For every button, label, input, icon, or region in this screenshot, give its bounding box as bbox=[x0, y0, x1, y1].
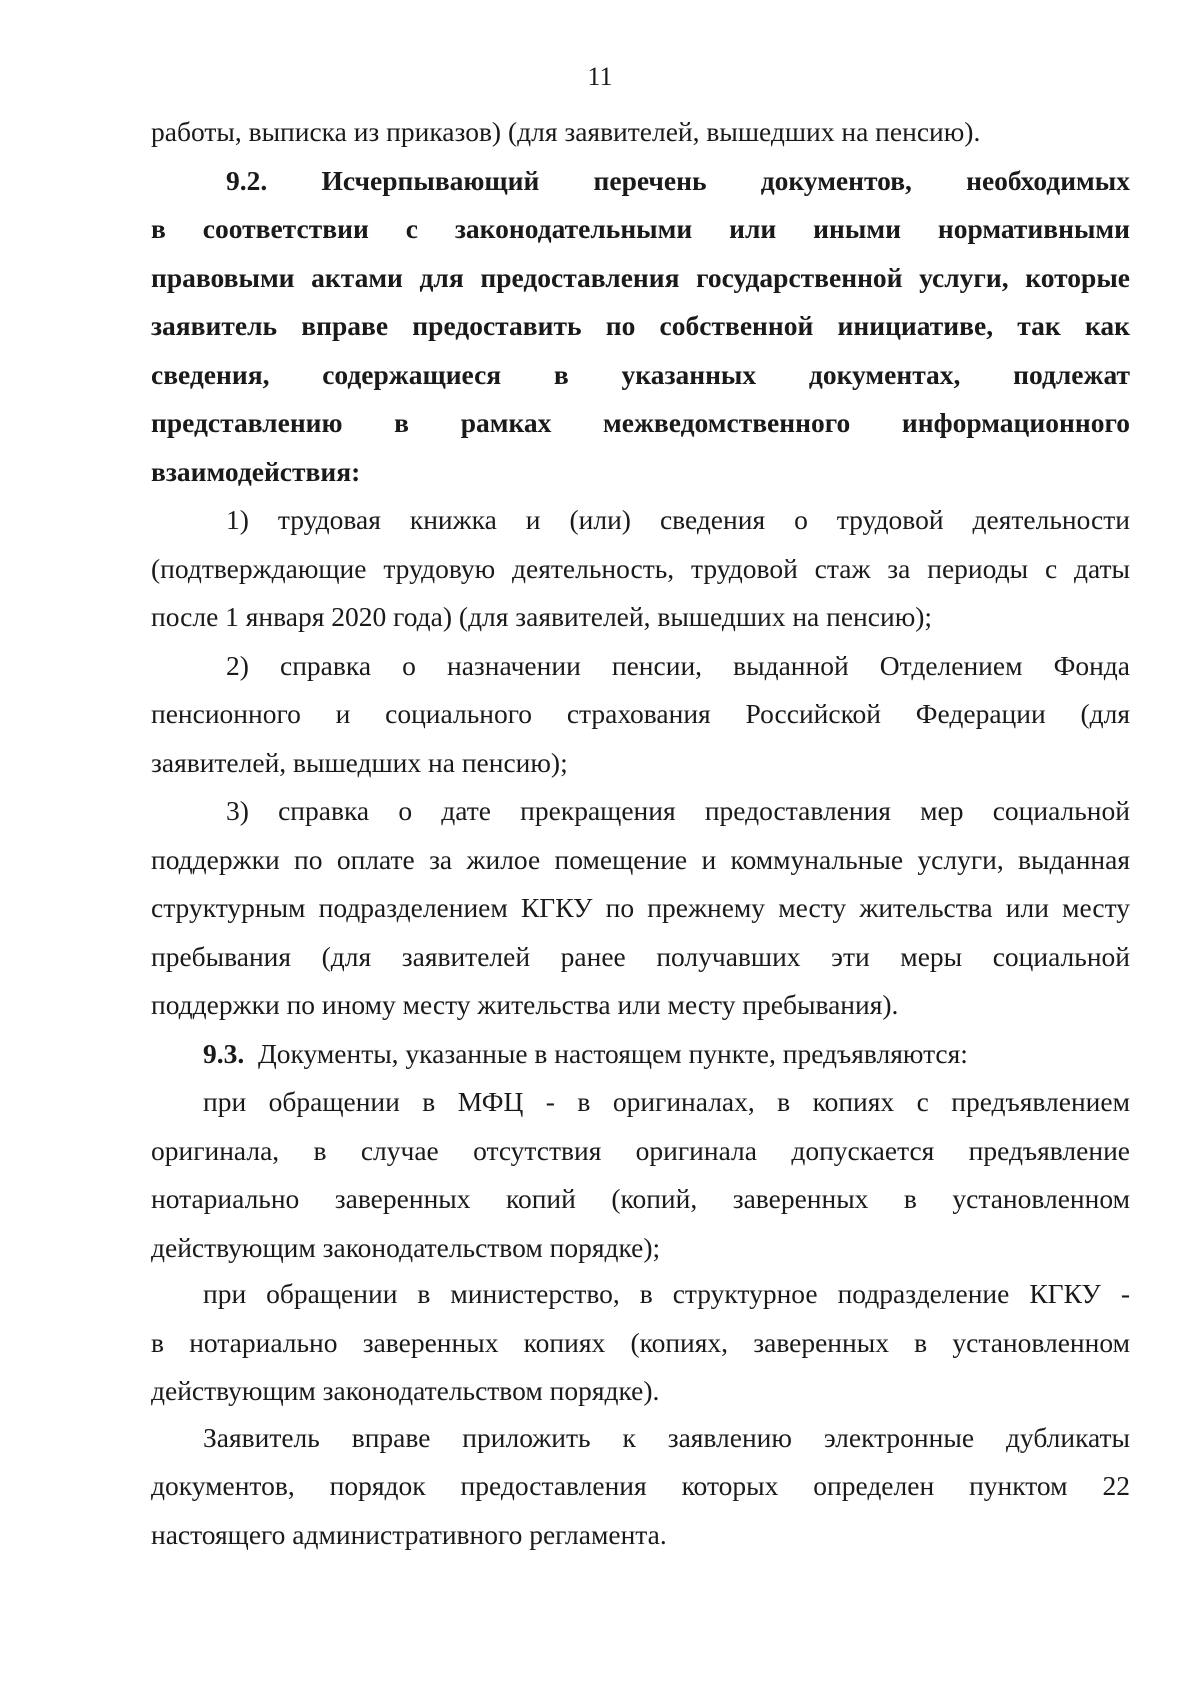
section-9-2-heading bbox=[151, 157, 1130, 497]
text-line: поддержки по иному месту жительства или месту пребывания). bbox=[151, 989, 899, 1020]
heading-line: в соответствии с законодательными или иными нормативными bbox=[151, 213, 1130, 244]
electronic-duplicates-paragraph bbox=[151, 1414, 1130, 1560]
text-line: настоящего административного регламента. bbox=[151, 1518, 667, 1550]
text-line: Заявитель вправе приложить к заявлению электронные дубликаты bbox=[203, 1421, 1130, 1453]
heading-line: сведения, содержащиеся в указанных документах, подлежат bbox=[151, 358, 1130, 390]
text-line: нотариально заверенных копий (копий, заверенных в установленном bbox=[151, 1183, 1130, 1214]
text-line: в нотариально заверенных копиях (копиях, заверенных в установленном bbox=[151, 1326, 1130, 1358]
text-line: документов, порядок предоставления которых определен пунктом 22 bbox=[151, 1470, 1130, 1501]
page-number: 11 bbox=[587, 62, 613, 91]
section-9-3 bbox=[151, 1030, 1130, 1079]
text-line: поддержки по оплате за жилое помещение и коммунальные услуги, выданная bbox=[151, 843, 1130, 875]
text-line: 3) справка о дате прекращения предоставления мер социальной bbox=[226, 795, 1130, 826]
document-body bbox=[151, 108, 1130, 1559]
heading-line: заявитель вправе предоставить по собственной инициативе, так как bbox=[151, 310, 1130, 341]
section-text: Документы, указанные в настоящем пункте, предъявляются: bbox=[258, 1037, 968, 1069]
text-line: пенсионного и социального страхования Российской Федерации (для bbox=[151, 698, 1130, 729]
mfc-paragraph bbox=[151, 1078, 1130, 1272]
section-number: 9.3. bbox=[203, 1037, 245, 1069]
list-item-3 bbox=[151, 787, 1130, 1030]
text-line: заявителей, вышедших на пенсию); bbox=[151, 746, 568, 778]
text-line: после 1 января 2020 года) (для заявителей, вышедших на пенсию); bbox=[151, 601, 933, 632]
text-line: пребывания (для заявителей ранее получавших эти меры социальной bbox=[151, 940, 1130, 972]
heading-line: взаимодействия: bbox=[151, 455, 361, 487]
text-line: 2) справка о назначении пенсии, выданной Отделением Фонда bbox=[226, 649, 1130, 681]
text-line: действующим законодательством порядке). bbox=[151, 1375, 660, 1406]
ministry-paragraph bbox=[151, 1270, 1130, 1416]
text-line: 1) трудовая книжка и (или) сведения о трудовой деятельности bbox=[226, 504, 1130, 535]
heading-line: 9.2. Исчерпывающий перечень документов, необходимых bbox=[226, 164, 1130, 196]
list-item-2 bbox=[151, 642, 1130, 788]
text-line: структурным подразделением КГКУ по прежнему месту жительства или месту bbox=[151, 892, 1130, 923]
heading-line: правовыми актами для предоставления государственной услуги, которые bbox=[151, 261, 1130, 293]
heading-line: представлению в рамках межведомственного информационного bbox=[151, 407, 1130, 438]
text-line: работы, выписка из приказов) (для заявителей, вышедших на пенсию). bbox=[151, 116, 981, 147]
text-line: при обращении в министерство, в структурное подразделение КГКУ - bbox=[203, 1278, 1130, 1309]
text-line: оригинала, в случае отсутствия оригинала допускается предъявление bbox=[151, 1134, 1130, 1166]
text-line: при обращении в МФЦ - в оригиналах, в копиях с предъявлением bbox=[203, 1086, 1130, 1117]
text-line: действующим законодательством порядке); bbox=[151, 1231, 661, 1263]
list-item-1 bbox=[151, 496, 1130, 642]
text-line: (подтверждающие трудовую деятельность, трудовой стаж за периоды с даты bbox=[151, 552, 1130, 584]
